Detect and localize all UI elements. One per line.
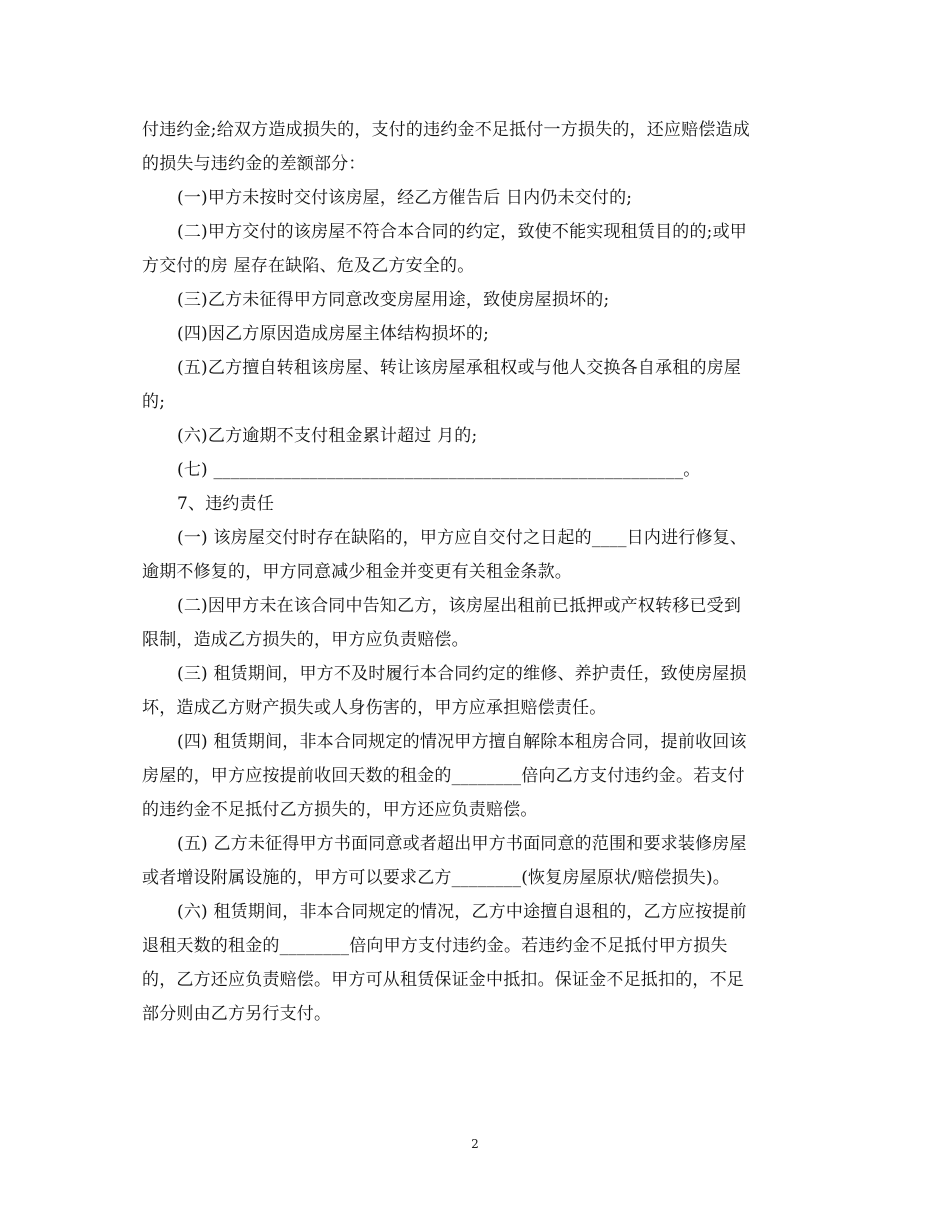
clause-item: (四)因乙方原因造成房屋主体结构损坏的;	[177, 324, 489, 344]
paragraph-line: 的违约金不足抵付乙方损失的，甲方还应负责赔偿。	[142, 800, 538, 820]
paragraph-line: 坏，造成乙方财产损失或人身伤害的，甲方应承担赔偿责任。	[142, 698, 607, 718]
paragraph-line: 方交付的房 屋存在缺陷、危及乙方安全的。	[142, 256, 475, 276]
paragraph-line: 逾期不修复的，甲方同意减少租金并变更有关租金条款。	[142, 562, 572, 582]
clause-item: (二)甲方交付的该房屋不符合本合同的约定，致使不能实现租赁目的的;或甲	[177, 222, 747, 242]
clause-item: (二)因甲方未在该合同中告知乙方，该房屋出租前已抵押或产权转移已受到	[177, 596, 742, 616]
paragraph-line: 的;	[142, 392, 166, 412]
clause-item: (三)乙方未征得甲方同意改变房屋用途，致使房屋损坏的;	[177, 290, 610, 310]
clause-item: (七) ______________________________________________________。	[177, 460, 701, 480]
clause-item: (一)甲方未按时交付该房屋，经乙方催告后 日内仍未交付的;	[177, 188, 633, 208]
paragraph-line: 部分则由乙方另行支付。	[142, 1004, 332, 1024]
paragraph-line: 房屋的，甲方应按提前收回天数的租金的________倍向乙方支付违约金。若支付	[142, 766, 745, 786]
paragraph-line: 限制，造成乙方损失的，甲方应负责赔偿。	[142, 630, 469, 650]
document-body	[142, 113, 807, 1031]
clause-item: (五) 乙方未征得甲方书面同意或者超出甲方书面同意的范围和要求装修房屋	[177, 834, 747, 854]
clause-item: (一) 该房屋交付时存在缺陷的，甲方应自交付之日起的____日内进行修复、	[177, 528, 748, 548]
page-number: 2	[471, 1137, 479, 1151]
paragraph-line: 的损失与违约金的差额部分：	[142, 154, 366, 174]
paragraph-line: 或者增设附属设施的，甲方可以要求乙方________(恢复房屋原状/赔偿损失)。	[142, 868, 730, 888]
clause-item: (三) 租赁期间，甲方不及时履行本合同约定的维修、养护责任，致使房屋损	[177, 664, 747, 684]
clause-item: (六)乙方逾期不支付租金累计超过 月的;	[177, 426, 478, 446]
clause-item: (五)乙方擅自转租该房屋、转让该房屋承租权或与他人交换各自承租的房屋	[177, 358, 742, 378]
clause-item: (六) 租赁期间，非本合同规定的情况，乙方中途擅自退租的，乙方应按提前	[177, 902, 747, 922]
paragraph-line: 退租天数的租金的________倍向甲方支付违约金。若违约金不足抵付甲方损失	[142, 936, 728, 956]
paragraph-line: 的，乙方还应负责赔偿。甲方可从租赁保证金中抵扣。保证金不足抵扣的，不足	[142, 970, 744, 990]
clause-item: (四) 租赁期间，非本合同规定的情况甲方擅自解除本租房合同，提前收回该	[177, 732, 747, 752]
section-heading: 7、违约责任	[177, 494, 275, 514]
paragraph-line: 付违约金;给双方造成损失的，支付的违约金不足抵付一方损失的，还应赔偿造成	[142, 120, 750, 140]
